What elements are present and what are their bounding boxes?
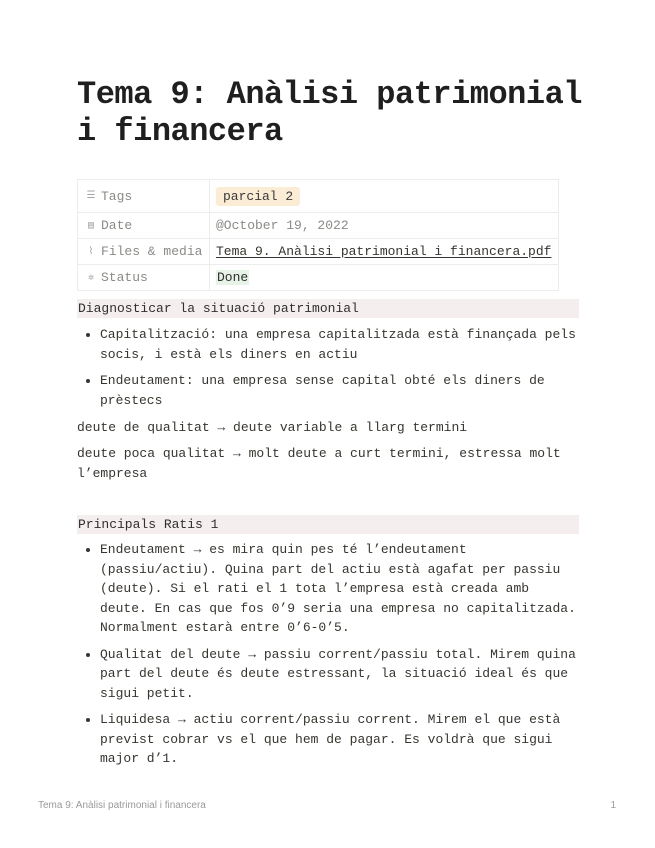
property-value-date[interactable] xyxy=(210,213,559,239)
list-item: Capitalització: una empresa capitalitzada està finançada pels socis, i està els diners en actiu xyxy=(100,325,578,364)
paperclip-icon: ⌇ xyxy=(88,246,94,258)
footer-page-number: 1 xyxy=(610,800,616,811)
property-row-files xyxy=(78,239,559,265)
list-icon: ☰ xyxy=(86,191,96,203)
list-item: Endeutament: una empresa sense capital obté els diners de prèstecs xyxy=(100,371,578,410)
footer-doc-title: Tema 9: Anàlisi patrimonial i financera xyxy=(38,800,206,811)
page-title: Tema 9: Anàlisi patrimonial i financera xyxy=(77,76,582,150)
property-name-files: ⌇ Files & media xyxy=(78,239,210,265)
status-icon: ✲ xyxy=(87,272,95,284)
list-item: Liquidesa → actiu corrent/passiu corrent. Mirem el que està previst cobrar vs el que hem de pagar. Es voldrà que sigui major d’1. xyxy=(100,710,578,769)
properties-table xyxy=(77,179,559,291)
tag-badge[interactable]: parcial 2 xyxy=(216,187,300,206)
list-item: Qualitat del deute → passiu corrent/passiu total. Mirem quina part del deute és deute estressant, la situació ideal és que sigui petit. xyxy=(100,645,578,704)
status-badge[interactable]: Done xyxy=(217,270,249,285)
property-row-date xyxy=(78,213,559,239)
file-link[interactable]: Tema 9. Anàlisi patrimonial i financera.pdf xyxy=(216,244,552,259)
section-heading-ratis: Principals Ratis 1 xyxy=(77,515,579,534)
section-heading-diagnosticar: Diagnosticar la situació patrimonial xyxy=(77,299,579,318)
section1-bullet-list xyxy=(77,325,578,410)
property-row-tags xyxy=(78,180,559,213)
property-row-status xyxy=(78,265,559,291)
list-item: Endeutament → es mira quin pes té l’endeutament (passiu/actiu). Quina part del actiu està agafat per passiu (deute). Si el rati el 1 tota l’empresa està creada amb deute. En cas que fos 0’9 seria una empresa no capitalitzada. Normalment estarà entre 0’6-0’5. xyxy=(100,540,578,638)
property-value-status[interactable] xyxy=(210,265,559,291)
calendar-icon: ▤ xyxy=(87,220,95,232)
paragraph-deute-poca-qualitat: deute poca qualitat → molt deute a curt termini, estressa molt l’empresa xyxy=(77,446,561,481)
property-name-status: ✲ Status xyxy=(78,265,210,291)
property-value-files[interactable] xyxy=(210,239,559,265)
property-value-tags[interactable] xyxy=(210,180,559,213)
section2-bullet-list xyxy=(77,540,578,769)
paragraph-deute-qualitat: deute de qualitat → deute variable a llarg termini xyxy=(77,420,468,435)
property-name-date: ▤ Date xyxy=(78,213,210,239)
property-name-tags: ☰ Tags xyxy=(78,180,210,213)
date-value[interactable]: @October 19, 2022 xyxy=(216,218,349,233)
